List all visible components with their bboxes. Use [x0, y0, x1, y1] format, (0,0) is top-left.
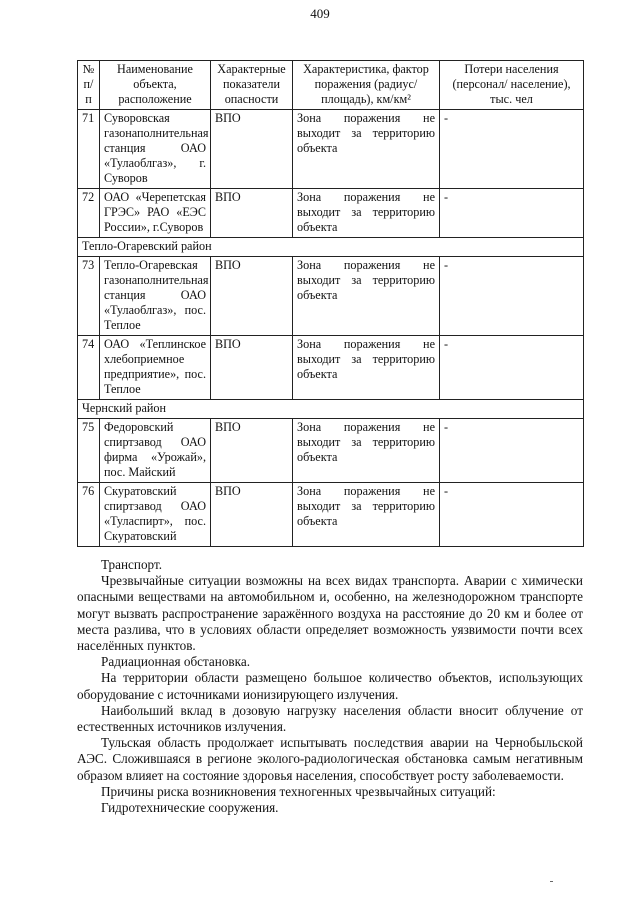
paragraph-transport-heading: Транспорт. — [101, 557, 163, 572]
header-object-name: Наименование объекта, расположение — [100, 61, 211, 110]
row-number: 71 — [78, 110, 100, 189]
object-name: Федоровский спиртзавод ОАО фирма «Урожай», пос. Майский — [100, 419, 211, 483]
table-header-row — [78, 61, 584, 110]
table-row — [78, 419, 584, 483]
object-name: Тепло-Огаревская газонаполнительная станция ОАО «Тулаоблгаз», пос. Теплое — [100, 257, 211, 336]
row-number: 74 — [78, 336, 100, 400]
paragraph-risk-causes: Причины риска возникновения техногенных чрезвычайных ситуаций: — [101, 783, 496, 799]
header-hazard-indicators: Характерные показатели опасности — [211, 61, 293, 110]
damage-characteristic: Зона поражения не выходит за территорию объекта — [293, 189, 440, 238]
hazard-objects-table — [77, 60, 584, 547]
row-number: 75 — [78, 419, 100, 483]
hazard-indicator: ВПО — [211, 483, 293, 547]
hazard-indicator: ВПО — [211, 336, 293, 400]
object-name: ОАО «Черепетская ГРЭС» РАО «ЕЭС России», г.Суворов — [100, 189, 211, 238]
district-row — [78, 238, 584, 257]
page-number: 409 — [310, 6, 330, 21]
row-number: 76 — [78, 483, 100, 547]
damage-characteristic: Зона поражения не выходит за территорию объекта — [293, 336, 440, 400]
damage-characteristic: Зона поражения не выходит за территорию объекта — [293, 257, 440, 336]
district-label: Чернский район — [78, 400, 584, 419]
table-row — [78, 189, 584, 238]
population-losses: - — [440, 336, 584, 400]
district-row — [78, 400, 584, 419]
header-damage-characteristic: Характеристика, фактор поражения (радиус/площадь), км/км² — [293, 61, 440, 110]
population-losses: - — [440, 419, 584, 483]
paragraph-chernobyl: Тульская область продолжает испытывать последствия аварии на Чернобыльской АЭС. Сложившаяся в регионе эколого-радиологическая обстановка самым негативным образом влияет на состояние здоровья населения, способствует росту заболеваемости. — [77, 735, 583, 783]
object-name: ОАО «Теплинское хлебоприемное предприятие», пос. Теплое — [100, 336, 211, 400]
object-name: Скуратовский спиртзавод ОАО «Туласпирт», пос. Скуратовский — [100, 483, 211, 547]
hazard-indicator: ВПО — [211, 257, 293, 336]
hazard-indicator: ВПО — [211, 110, 293, 189]
population-losses: - — [440, 189, 584, 238]
paragraph-radiation-heading: Радиационная обстановка. — [101, 654, 251, 670]
table-row — [78, 483, 584, 547]
hazard-indicator: ВПО — [211, 419, 293, 483]
damage-characteristic: Зона поражения не выходит за территорию объекта — [293, 483, 440, 547]
paragraph-radiation-sources: На территории области размещено большое количество объектов, использующих оборудование с источниками ионизирующего излучения. — [77, 670, 583, 702]
row-number: 73 — [78, 257, 100, 336]
body-text — [77, 557, 583, 816]
hazard-indicator: ВПО — [211, 189, 293, 238]
table-row — [78, 110, 584, 189]
row-number: 72 — [78, 189, 100, 238]
paragraph-hydraulic-structures: Гидротехнические сооружения. — [101, 800, 279, 816]
paragraph-transport: Чрезвычайные ситуации возможны на всех видах транспорта. Аварии с химически опасными веществами на автомобильном и, особенно, на железнодорожном транспорте могут вызвать распространение заражённого воздуха на расстояние до 20 км и более от места разлива, что в условиях области определяет возможность уязвимости почти всех населённых пунктов. — [77, 573, 583, 654]
damage-characteristic: Зона поражения не выходит за территорию объекта — [293, 110, 440, 189]
district-label: Тепло-Огаревский район — [78, 238, 584, 257]
population-losses: - — [440, 257, 584, 336]
population-losses: - — [440, 110, 584, 189]
paragraph-dose-load: Наибольший вклад в дозовую нагрузку населения области вносит облучение от естественных источников излучения. — [77, 702, 583, 735]
table-row — [78, 336, 584, 400]
header-population-losses: Потери населения (персонал/ население), тыс. чел — [440, 61, 584, 110]
damage-characteristic: Зона поражения не выходит за территорию объекта — [293, 419, 440, 483]
population-losses: - — [440, 483, 584, 547]
object-name: Суворовская газонаполнительная станция ОАО «Тулаоблгаз», г. Суворов — [100, 110, 211, 189]
header-number: № п/п — [78, 61, 100, 110]
scan-mark — [550, 881, 553, 882]
table-row — [78, 257, 584, 336]
